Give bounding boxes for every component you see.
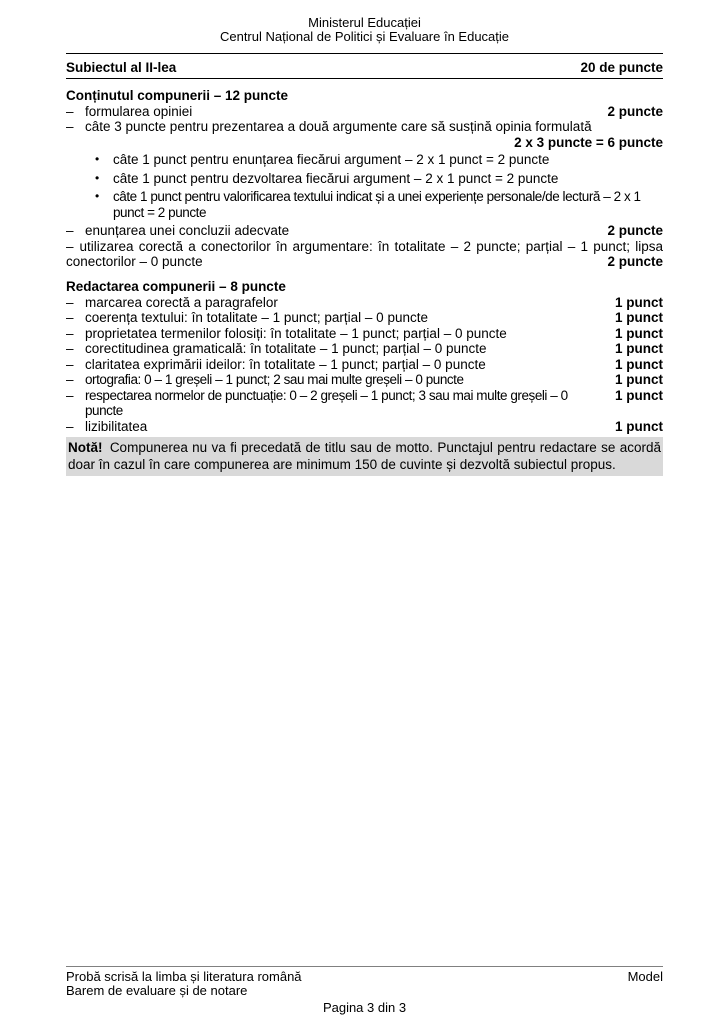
- rubric-sub-item: [95, 189, 663, 220]
- footer-page-number: Pagina 3 din 3: [322, 1000, 407, 1015]
- footer-divider: [66, 966, 663, 967]
- rubric-item: [66, 419, 663, 435]
- rubric-item-text: coerența textului: în totalitate – 1 punct; parțial – 0 puncte: [85, 310, 428, 325]
- points-value: 2 puncte: [607, 223, 663, 238]
- rubric-item-text: câte 1 punct pentru enunțarea fiecărui argument – 2 x 1 punct = 2 puncte: [113, 152, 550, 167]
- note-label: Notă!: [68, 440, 103, 455]
- rubric-item: [66, 119, 663, 135]
- points-value: 1 punct: [614, 341, 663, 356]
- rubric-item: [66, 341, 663, 357]
- subject-title: Subiectul al II-lea: [66, 60, 177, 75]
- points-value: 1 punct: [614, 387, 663, 403]
- note-text: Compunerea nu va fi precedată de titlu sau de motto. Punctajul pentru redactare se acordă doar în cazul în care compunerea are minimum 150 de cuvinte și dezvoltă subiectul propus.: [68, 440, 661, 472]
- points-value: 1 punct: [614, 294, 663, 310]
- rubric-item: [66, 326, 663, 342]
- bullet-marker: •: [95, 170, 100, 185]
- header-divider: [66, 53, 663, 54]
- rubric-item: [66, 388, 663, 419]
- rubric-item: [66, 295, 663, 311]
- dash-marker: –: [66, 356, 74, 372]
- points-value: 1 punct: [614, 310, 663, 325]
- rubric-item: [66, 104, 663, 120]
- rubric-item-text: utilizarea corectă a conectorilor în argumentare: în totalitate – 2 puncte; parțial – 1 punct; lipsa conectorilor – 0 puncte: [66, 238, 663, 269]
- dash-marker: –: [66, 418, 74, 434]
- rubric-item-text: marcarea corectă a paragrafelor: [85, 294, 278, 310]
- rubric-item-text: câte 1 punct pentru dezvoltarea fiecărui argument – 2 x 1 punct = 2 puncte: [113, 170, 559, 186]
- rubric-item-text: proprietatea termenilor folosiți: în totalitate – 1 punct; parțial – 0 puncte: [85, 325, 507, 341]
- document-header: [66, 16, 663, 44]
- dash-marker: –: [66, 294, 74, 310]
- dash-marker: –: [66, 310, 74, 325]
- content-section: [66, 104, 663, 270]
- redaction-section-heading: Redactarea compunerii – 8 puncte: [66, 278, 286, 294]
- bullet-list: [66, 152, 663, 220]
- dash-marker: –: [66, 325, 74, 341]
- subject-points: 20 de puncte: [580, 60, 663, 75]
- points-value: 1 punct: [614, 418, 663, 434]
- dash-marker: –: [66, 387, 74, 403]
- points-value: 2 puncte: [607, 254, 663, 269]
- rubric-item-text: lizibilitatea: [85, 418, 148, 434]
- footer-variant: Model: [627, 969, 663, 984]
- rubric-item: [66, 239, 663, 270]
- rubric-item-text: corectitudinea gramaticală: în totalitate – 1 punct; parțial – 0 puncte: [85, 341, 487, 356]
- rubric-item-text: enunțarea unei concluzii adecvate: [85, 223, 290, 238]
- rubric-item-text: câte 1 punct pentru valorificarea textului indicat și a unei experiențe personale/de lectură – 2 x 1 punct = 2 puncte: [113, 189, 641, 220]
- points-value: 1 punct: [614, 372, 663, 387]
- dash-marker: –: [66, 238, 74, 254]
- footer-exam-name: Probă scrisă la limba și literatura română: [66, 969, 302, 984]
- center-name: Centrul Național de Politici și Evaluare în Educație: [219, 29, 510, 44]
- redaction-section: [66, 295, 663, 435]
- rubric-item-text: câte 3 puncte pentru prezentarea a două argumente care să susțină opinia formulată: [85, 119, 592, 134]
- rubric-sub-item: [95, 152, 663, 168]
- footer-doc-type: Barem de evaluare și de notare: [66, 983, 248, 998]
- points-value: 1 punct: [614, 325, 663, 341]
- rubric-item-text: formularea opiniei: [85, 103, 193, 119]
- dash-marker: –: [66, 223, 74, 238]
- rubric-item-text: claritatea exprimării ideilor: în totalitate – 1 punct; parțial – 0 puncte: [85, 356, 486, 372]
- rubric-subtotal-row: [66, 135, 663, 151]
- rubric-item: [66, 372, 663, 388]
- rubric-item-text: ortografia: 0 – 1 greșeli – 1 punct; 2 sau mai multe greșeli – 0 puncte: [85, 372, 464, 387]
- note-block: [66, 437, 663, 476]
- content-section-heading: Conținutul compunerii – 12 puncte: [66, 87, 289, 103]
- dash-marker: –: [66, 372, 74, 387]
- dash-marker: –: [66, 341, 74, 356]
- footer-line: [66, 970, 663, 984]
- rubric-item: [66, 357, 663, 373]
- points-value: 2 puncte: [607, 103, 663, 119]
- ministry-name: Ministerul Educației: [308, 15, 421, 30]
- points-value: 2 x 3 puncte = 6 puncte: [514, 134, 663, 150]
- rubric-item: [66, 310, 663, 326]
- bullet-marker: •: [95, 152, 100, 166]
- rubric-item-text: respectarea normelor de punctuație: 0 – 2 greșeli – 1 punct; 3 sau mai multe greșeli – 0 puncte: [85, 387, 568, 418]
- rubric-item: [66, 223, 663, 239]
- rubric-sub-item: [95, 171, 663, 187]
- document-footer: [66, 966, 663, 1015]
- subject-title-row: [66, 60, 663, 79]
- bullet-marker: •: [95, 189, 100, 203]
- dash-marker: –: [66, 119, 74, 134]
- dash-marker: –: [66, 103, 74, 119]
- points-value: 1 punct: [614, 356, 663, 372]
